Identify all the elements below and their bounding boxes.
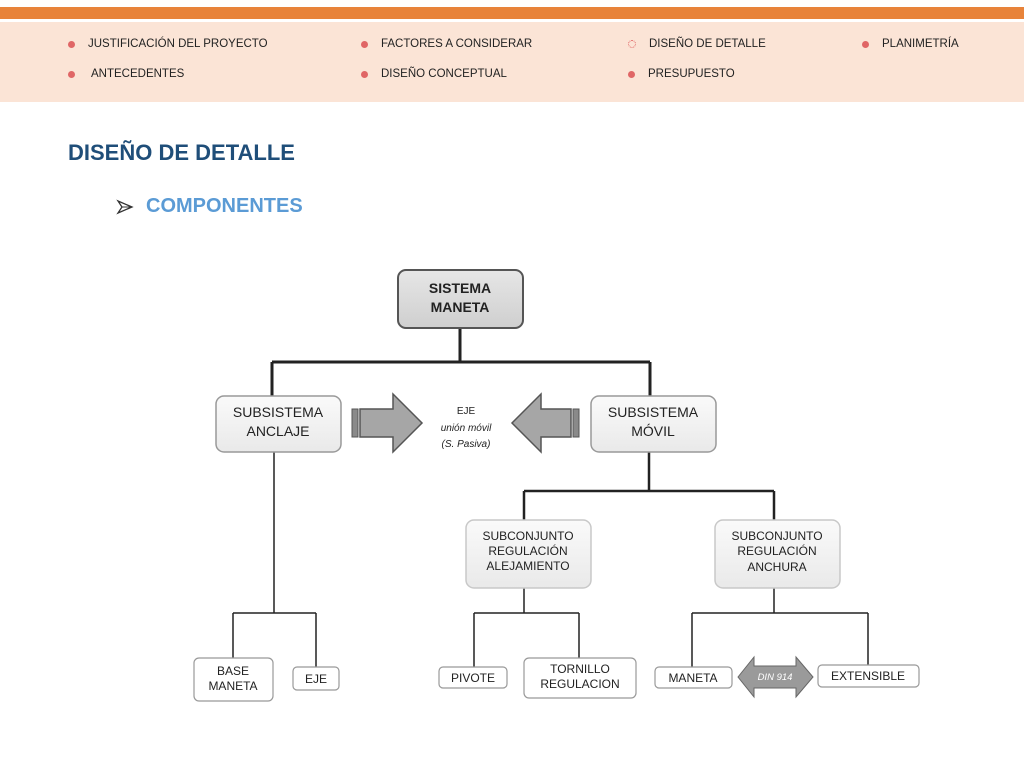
node-label-line2: REGULACIÓN [737,544,817,558]
nav-item-label: DISEÑO CONCEPTUAL [381,68,507,80]
nav-item-label: ANTECEDENTES [91,68,185,80]
node-subsistema-anclaje [216,396,341,452]
section-heading-text: COMPONENTES [146,195,303,217]
node-label-line1: TORNILLO [550,662,610,676]
node-label-line1: PIVOTE [450,671,496,685]
node-label-line2: ANCLAJE [246,423,310,439]
node-label-line1: EXTENSIBLE [830,669,906,683]
node-label-line1: SUBCONJUNTO [482,529,574,543]
node-label-line1: MANETA [668,671,718,685]
node-eje [293,667,339,690]
node-subconjunto-anchura [715,520,840,588]
nav-item-label: DISEÑO DE DETALLE [649,38,766,50]
node-label-line1: SISTEMA [428,280,492,296]
page-title: DISEÑO DE DETALLE [68,140,295,165]
node-label-line2: REGULACION [540,677,620,691]
left-arrow-icon [512,394,579,452]
node-base-maneta [194,658,273,701]
right-arrow-icon [352,394,422,452]
node-label-line1: SUBCONJUNTO [731,529,823,543]
nav-item-label: JUSTIFICACIÓN DEL PROYECTO [88,38,268,50]
node-label-line2: MANETA [208,679,258,693]
node-label-line3: ALEJAMIENTO [486,559,570,573]
nav-item-label: PLANIMETRÍA [882,38,959,50]
node-label-line2: MÓVIL [631,423,675,439]
node-label-line1: SUBSISTEMA [607,404,699,420]
din-914-double-arrow-icon [738,657,813,697]
node-label-line2: MANETA [430,299,490,315]
union-label-line2: unión móvil [440,423,492,434]
union-label-line1: EJE [456,406,476,417]
nav-item-label: PRESUPUESTO [648,68,735,80]
node-label-line2: REGULACIÓN [488,544,568,558]
node-maneta [655,667,732,688]
node-tornillo-regulacion [524,658,636,698]
node-subconjunto-alejamiento [466,520,591,588]
node-pivote [439,667,507,688]
node-sistema-maneta [398,270,523,328]
node-label-line1: BASE [216,664,250,678]
nav-item-label: FACTORES A CONSIDERAR [381,38,533,50]
node-extensible [818,665,919,687]
node-label-line1: SUBSISTEMA [232,404,324,420]
din-914-label: DIN 914 [757,672,793,683]
union-label-line3: (S. Pasiva) [441,439,491,450]
connector-lines [233,328,868,667]
node-subsistema-movil [591,396,716,452]
node-label-line1: EJE [304,672,328,686]
union-movil-label [441,406,492,450]
node-label-line3: ANCHURA [747,560,807,574]
